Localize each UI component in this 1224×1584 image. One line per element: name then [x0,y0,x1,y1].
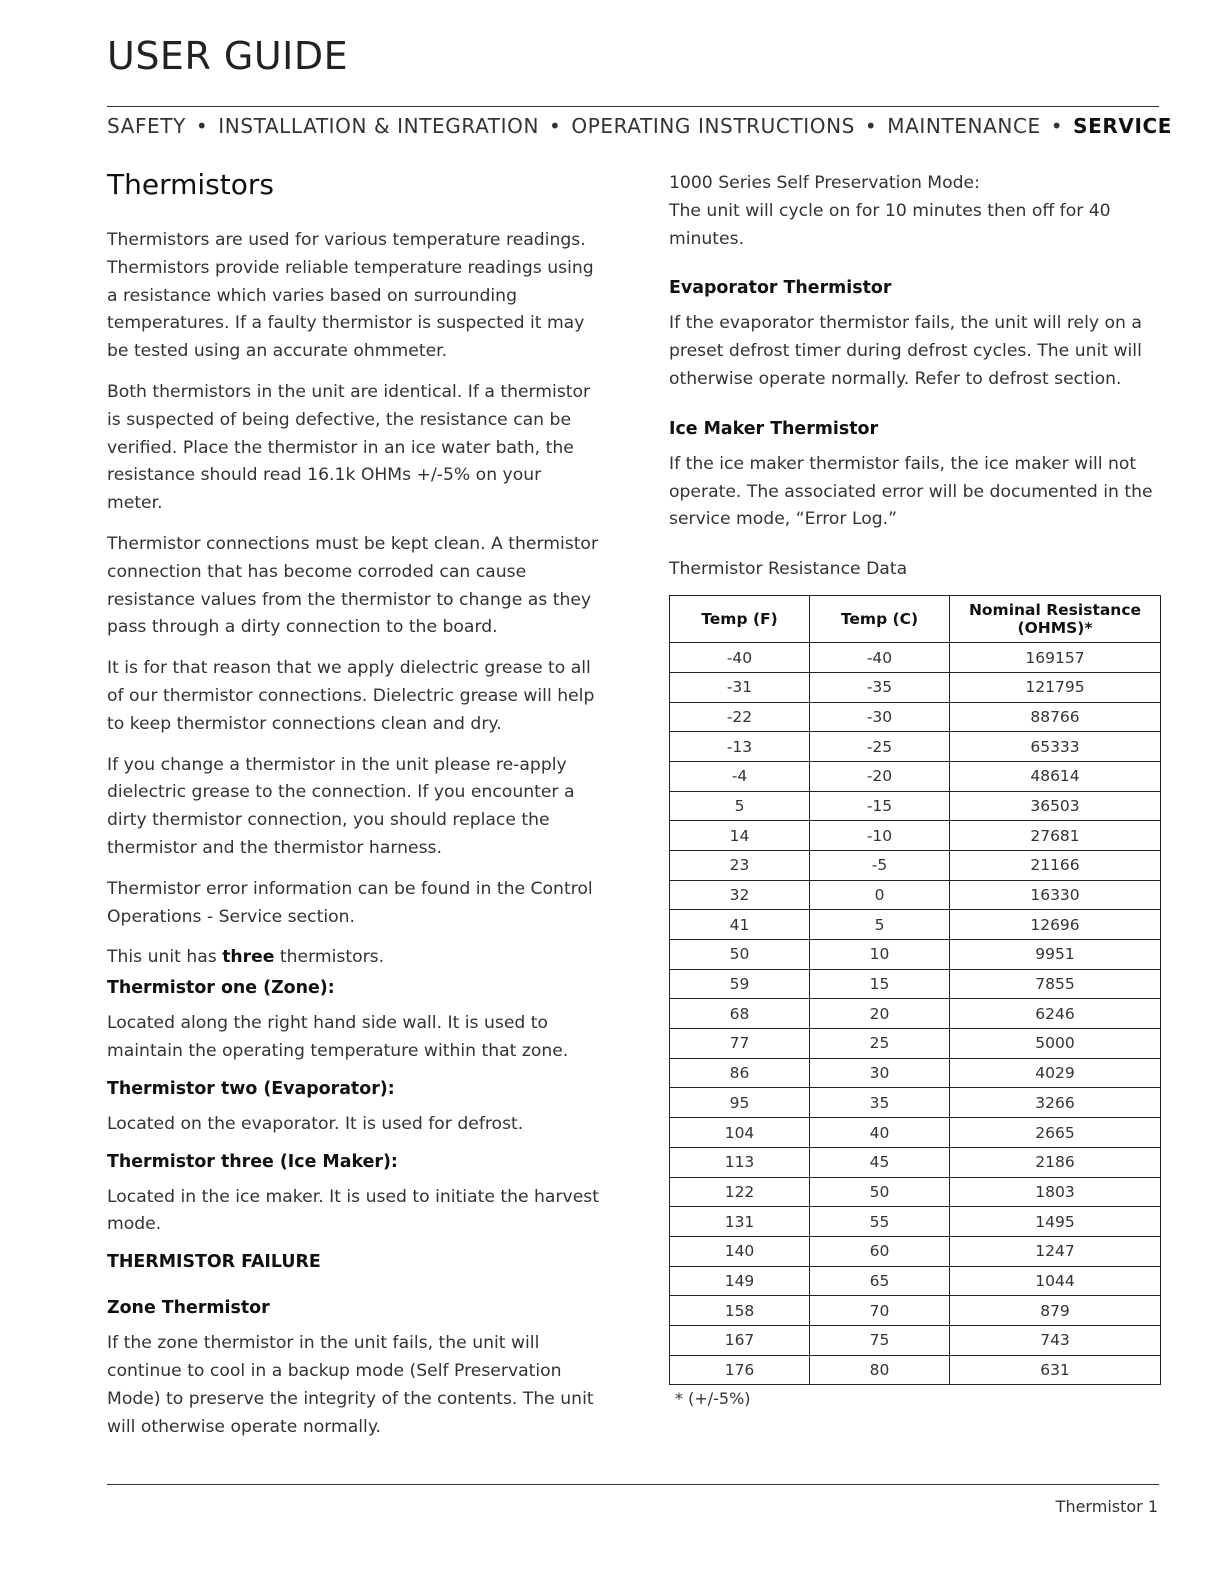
table-body [670,643,1161,1385]
cell-temp-c: 55 [810,1207,950,1237]
cell-temp-c: 20 [810,999,950,1029]
cell-temp-f: -40 [670,643,810,673]
nav-separator: • [195,114,209,138]
table-row [670,1147,1161,1177]
cell-resistance: 9951 [950,940,1161,970]
cell-resistance: 16330 [950,880,1161,910]
nav-item-maintenance: MAINTENANCE [887,114,1041,138]
paragraph-evaporator-thermistor: If the evaporator thermistor fails, the unit will rely on a preset defrost timer during defrost cycles. The unit will otherwise operate normally. Refer to defrost section. [669,313,1142,389]
cell-temp-c: 45 [810,1147,950,1177]
heading-thermistor-two: Thermistor two (Evaporator): [107,1078,395,1099]
table-row [670,1118,1161,1148]
cell-temp-f: 140 [670,1236,810,1266]
heading-thermistor-three: Thermistor three (Ice Maker): [107,1151,398,1172]
table-row [670,761,1161,791]
nav-item-installation: INSTALLATION & INTEGRATION [218,114,540,138]
cell-temp-c: -35 [810,672,950,702]
cell-temp-f: 68 [670,999,810,1029]
right-column [669,170,1161,1408]
cell-temp-f: 5 [670,791,810,821]
cell-temp-c: -10 [810,821,950,851]
paragraph-thermistor-one: Located along the right hand side wall. It is used to maintain the operating temperature within that zone. [107,1013,569,1061]
cell-resistance: 36503 [950,791,1161,821]
nav-item-service: SERVICE [1073,114,1173,138]
spm-title: 1000 Series Self Preservation Mode: [669,173,980,193]
cell-resistance: 1495 [950,1207,1161,1237]
paragraph-zone-thermistor: If the zone thermistor in the unit fails, the unit will continue to cool in a backup mode (Self Preservation Mode) to preserve the integrity of the contents. The unit will otherwise operate normally. [107,1333,594,1437]
cell-temp-f: 158 [670,1296,810,1326]
cell-temp-f: 104 [670,1118,810,1148]
cell-resistance: 121795 [950,672,1161,702]
paragraph-intro: Thermistors are used for various temperature readings. Thermistors provide reliable temperature readings using a resistance which varies based on surrounding temperatures. If a faulty thermistor is suspected it may be tested using an accurate ohmmeter. [107,230,594,362]
cell-resistance: 1803 [950,1177,1161,1207]
resistance-table [669,595,1161,1385]
cell-temp-c: -15 [810,791,950,821]
paragraph-error-info: Thermistor error information can be found in the Control Operations - Service section. [107,878,593,927]
paragraph-grease: It is for that reason that we apply dielectric grease to all of our thermistor connections. Dielectric grease will help to keep thermistor connections clean and dry. [107,658,595,734]
table-row [670,1355,1161,1385]
cell-temp-c: 70 [810,1296,950,1326]
heading-ice-maker-thermistor: Ice Maker Thermistor [669,418,879,439]
section-nav [107,114,1173,138]
cell-resistance: 5000 [950,1029,1161,1059]
cell-temp-c: 35 [810,1088,950,1118]
nav-separator: • [1050,114,1064,138]
cell-temp-c: 65 [810,1266,950,1296]
cell-resistance: 21166 [950,850,1161,880]
header-divider [107,106,1159,107]
nav-separator: • [864,114,878,138]
cell-temp-c: 15 [810,969,950,999]
spm-text: The unit will cycle on for 10 minutes then off for 40 minutes. [669,200,1111,249]
cell-temp-f: 23 [670,850,810,880]
table-row [670,732,1161,762]
cell-temp-c: 60 [810,1236,950,1266]
table-caption: Thermistor Resistance Data [669,559,908,580]
cell-temp-f: -4 [670,761,810,791]
table-row [670,702,1161,732]
heading-zone-thermistor: Zone Thermistor [107,1298,270,1319]
cell-resistance: 27681 [950,821,1161,851]
cell-resistance: 743 [950,1325,1161,1355]
table-row [670,643,1161,673]
paragraph-count [107,944,602,972]
footer-divider [107,1484,1159,1485]
cell-temp-c: 30 [810,1058,950,1088]
cell-resistance: 2186 [950,1147,1161,1177]
cell-temp-f: 113 [670,1147,810,1177]
cell-temp-c: -20 [810,761,950,791]
cell-temp-f: 77 [670,1029,810,1059]
count-suffix: thermistors. [279,947,385,968]
cell-temp-c: -40 [810,643,950,673]
cell-temp-f: 131 [670,1207,810,1237]
table-row [670,910,1161,940]
cell-temp-f: -31 [670,672,810,702]
cell-resistance: 169157 [950,643,1161,673]
paragraph-identical: Both thermistors in the unit are identical. If a thermistor is suspected of being defective, the resistance can be verified. Place the thermistor in an ice water bath, the resistance should read 16.1k OHMs +/-5% on your meter. [107,381,591,514]
cell-temp-c: 5 [810,910,950,940]
count-word: three [222,947,275,968]
table-row [670,1266,1161,1296]
table-row [670,1325,1161,1355]
table-row [670,1207,1161,1237]
cell-temp-c: 0 [810,880,950,910]
nav-item-safety: SAFETY [107,114,186,138]
cell-temp-c: 10 [810,940,950,970]
cell-temp-c: -30 [810,702,950,732]
cell-resistance: 65333 [950,732,1161,762]
cell-temp-f: 167 [670,1325,810,1355]
table-row [670,1296,1161,1326]
cell-temp-f: 14 [670,821,810,851]
section-title: Thermistors [107,168,274,201]
cell-temp-f: 149 [670,1266,810,1296]
paragraph-connections: Thermistor connections must be kept clean. A thermistor connection that has become corroded can cause resistance values from the thermistor to change as they pass through a dirty connection to the board. [107,533,599,638]
cell-temp-f: -22 [670,702,810,732]
cell-temp-f: 122 [670,1177,810,1207]
cell-temp-c: -5 [810,850,950,880]
cell-resistance: 88766 [950,702,1161,732]
cell-resistance: 48614 [950,761,1161,791]
cell-temp-f: 50 [670,940,810,970]
table-row [670,1088,1161,1118]
heading-evaporator-thermistor: Evaporator Thermistor [669,278,892,299]
cell-resistance: 879 [950,1296,1161,1326]
cell-temp-f: 59 [670,969,810,999]
paragraph-replace: If you change a thermistor in the unit please re-apply dielectric grease to the connection. If you encounter a dirty thermistor connection, you should replace the thermistor and the thermistor harness. [107,754,575,858]
cell-temp-f: 32 [670,880,810,910]
cell-temp-c: -25 [810,732,950,762]
cell-temp-c: 75 [810,1325,950,1355]
table-row [670,880,1161,910]
heading-thermistor-one: Thermistor one (Zone): [107,978,335,999]
cell-temp-f: 176 [670,1355,810,1385]
cell-temp-f: 95 [670,1088,810,1118]
table-row [670,1236,1161,1266]
column-header-resistance: Nominal Resistance (OHMS)* [950,596,1161,643]
cell-temp-c: 25 [810,1029,950,1059]
paragraph-thermistor-three: Located in the ice maker. It is used to initiate the harvest mode. [107,1186,599,1235]
paragraph-ice-maker-thermistor: If the ice maker thermistor fails, the ice maker will not operate. The associated error will be documented in the service mode, “Error Log.” [669,453,1153,530]
cell-temp-f: 41 [670,910,810,940]
table-row [670,969,1161,999]
cell-resistance: 7855 [950,969,1161,999]
page-number: Thermistor 1 [1055,1497,1158,1516]
table-row [670,940,1161,970]
table-row [670,1058,1161,1088]
cell-resistance: 3266 [950,1088,1161,1118]
nav-item-operating: OPERATING INSTRUCTIONS [571,114,855,138]
cell-resistance: 2665 [950,1118,1161,1148]
cell-temp-f: 86 [670,1058,810,1088]
cell-resistance: 631 [950,1355,1161,1385]
cell-resistance: 1247 [950,1236,1161,1266]
table-row [670,821,1161,851]
paragraph-thermistor-two: Located on the evaporator. It is used for defrost. [107,1113,524,1134]
cell-resistance: 12696 [950,910,1161,940]
table-row [670,999,1161,1029]
cell-resistance: 4029 [950,1058,1161,1088]
table-footnote: * (+/-5%) [675,1389,751,1409]
nav-separator: • [549,114,562,138]
cell-temp-c: 50 [810,1177,950,1207]
guide-title: USER GUIDE [107,34,349,78]
cell-temp-c: 80 [810,1355,950,1385]
table-header-row [670,596,1161,643]
column-header-temp-c: Temp (C) [810,596,950,643]
table-row [670,791,1161,821]
cell-temp-f: -13 [670,732,810,762]
table-row [670,850,1161,880]
cell-temp-c: 40 [810,1118,950,1148]
table-row [670,1029,1161,1059]
table-row [670,1177,1161,1207]
heading-thermistor-failure: THERMISTOR FAILURE [107,1252,321,1273]
cell-resistance: 1044 [950,1266,1161,1296]
table-row [670,672,1161,702]
count-prefix: This unit has [107,947,217,968]
cell-resistance: 6246 [950,999,1161,1029]
left-column [107,168,602,1454]
column-header-temp-f: Temp (F) [670,596,810,643]
